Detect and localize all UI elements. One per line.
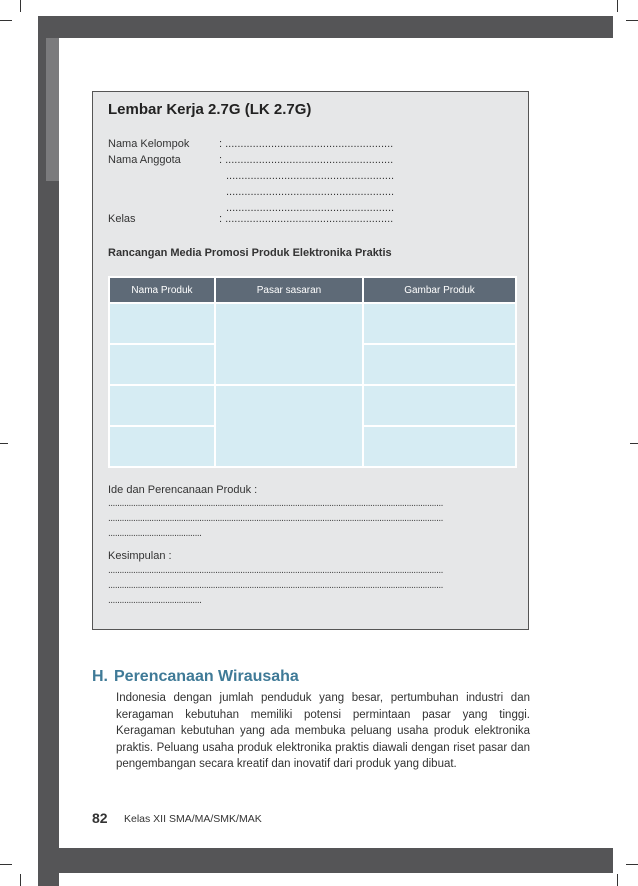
table-cell-pasar-sasaran[interactable]	[215, 303, 363, 385]
table-cell-gambar-produk[interactable]	[363, 344, 516, 385]
kesimpulan-dots-line[interactable]: ...................................................................................................................................................	[108, 580, 443, 591]
ide-dots-line[interactable]: ...................................................................................................................................................	[108, 513, 443, 524]
table-header-row	[109, 277, 516, 303]
table-cell-gambar-produk[interactable]	[363, 385, 516, 426]
worksheet-box	[92, 91, 529, 630]
table-cell-gambar-produk[interactable]	[363, 303, 516, 344]
top-border-bar	[38, 16, 613, 38]
field-kelompok	[108, 138, 393, 150]
section-title: Perencanaan Wirausaha	[114, 668, 299, 685]
worksheet-subtitle: Rancangan Media Promosi Produk Elektronika Praktis	[108, 247, 392, 259]
crop-mark	[617, 0, 618, 12]
crop-mark	[626, 20, 638, 21]
field-anggota-dots[interactable]: : .......................................................	[219, 154, 394, 166]
crop-mark	[630, 443, 638, 444]
field-anggota-dots-2[interactable]: .......................................................	[226, 170, 395, 182]
crop-mark	[617, 874, 618, 886]
field-kelompok-dots[interactable]: : .......................................................	[219, 138, 394, 150]
bottom-border-bar	[38, 848, 613, 873]
product-table	[108, 276, 517, 468]
crop-mark	[0, 443, 8, 444]
crop-mark	[20, 0, 21, 12]
table-header-cell: Nama Produk	[109, 277, 215, 303]
field-kelompok-label: Nama Kelompok	[108, 138, 190, 150]
table-cell-gambar-produk[interactable]	[363, 426, 516, 467]
crop-mark	[626, 864, 638, 865]
ide-dots-line[interactable]: ...................................................................................................................................................	[108, 498, 443, 509]
table-row	[109, 303, 516, 344]
kesimpulan-label: Kesimpulan :	[108, 550, 172, 562]
worksheet-title: Lembar Kerja 2.7G (LK 2.7G)	[108, 101, 312, 118]
left-accent-bar	[46, 38, 59, 181]
field-anggota-dots-3[interactable]: .......................................................	[226, 186, 395, 198]
table-cell-nama-produk[interactable]	[109, 426, 215, 467]
table-header-cell: Gambar Produk	[363, 277, 516, 303]
field-kelas	[108, 213, 393, 225]
crop-mark	[20, 874, 21, 886]
kesimpulan-dots-line[interactable]: ...................................................................................................................................................	[108, 565, 443, 576]
section-body: Indonesia dengan jumlah penduduk yang besar, pertumbuhan industri dan keragaman kebutuhan memiliki potensi permintaan pasar yang tinggi. Keragaman kebutuhan yang ada membuka peluang usaha produk elektronika praktis. Peluang usaha produk elektronika praktis diawali dengan riset pasar dan pengembangan secara kreatif dan inovatif dari produk yang dibuat.	[116, 692, 530, 770]
field-anggota	[108, 154, 393, 166]
table-cell-pasar-sasaran[interactable]	[215, 385, 363, 467]
book-title: Kelas XII SMA/MA/SMK/MAK	[124, 813, 262, 825]
table-cell-nama-produk[interactable]	[109, 303, 215, 344]
table-cell-nama-produk[interactable]	[109, 344, 215, 385]
kesimpulan-dots-line[interactable]: .........................................	[108, 595, 202, 606]
field-kelas-dots[interactable]: : .......................................................	[219, 213, 394, 225]
ide-dots-line[interactable]: .........................................	[108, 528, 202, 539]
section-number: H.	[92, 668, 108, 685]
ide-label: Ide dan Perencanaan Produk :	[108, 484, 258, 496]
table-header-cell: Pasar sasaran	[215, 277, 363, 303]
table-cell-nama-produk[interactable]	[109, 385, 215, 426]
page-number: 82	[92, 810, 108, 826]
field-kelas-label: Kelas	[108, 213, 136, 225]
table-row	[109, 385, 516, 426]
section-heading	[92, 668, 299, 686]
crop-mark	[0, 864, 12, 865]
field-anggota-dots-4[interactable]: .......................................................	[226, 202, 395, 214]
crop-mark	[0, 20, 12, 21]
field-anggota-label: Nama Anggota	[108, 154, 181, 166]
